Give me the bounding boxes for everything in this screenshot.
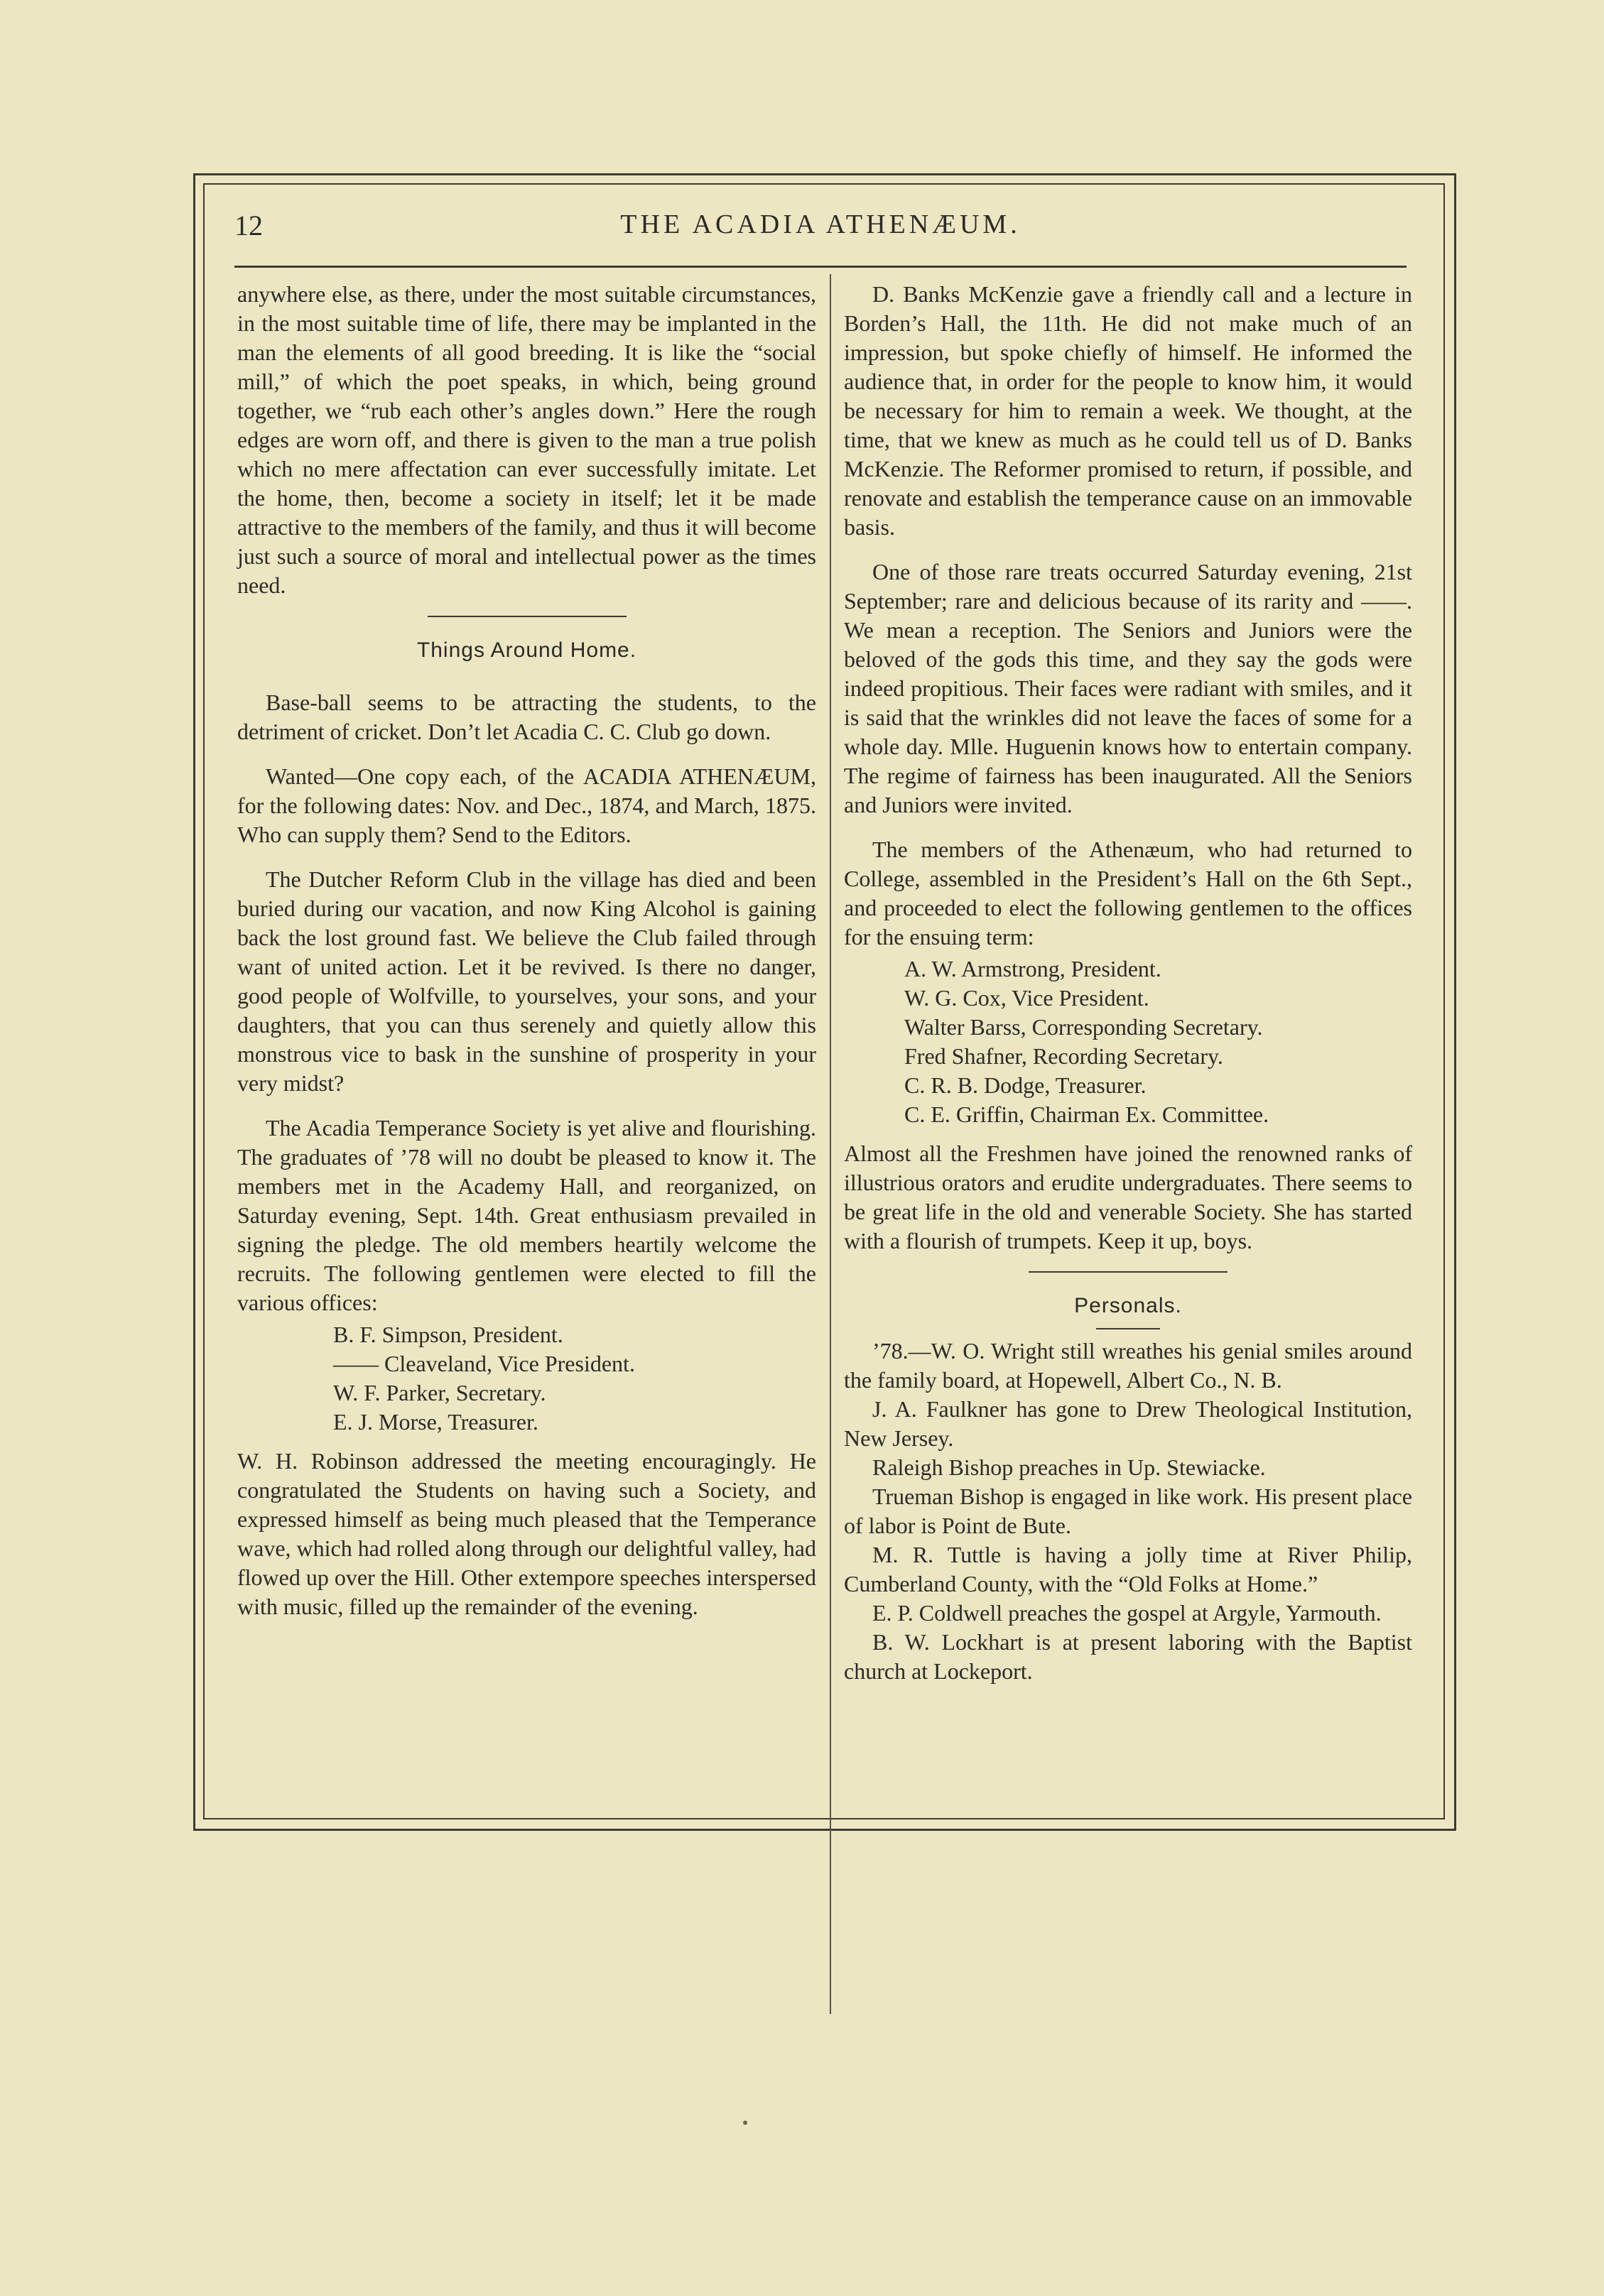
section-rule (428, 616, 627, 617)
officer-entry: E. J. Morse, Treasurer. (333, 1409, 538, 1435)
personal-entry: Trueman Bishop is engaged in like work. His present place of labor is Point de Bute. (844, 1484, 1412, 1538)
personal-entry: B. W. Lockhart is at present laboring with the Baptist church at Lockeport. (844, 1629, 1412, 1684)
paragraph-temperance-society: The Acadia Temperance Society is yet alive and flourishing. The graduates of ’78 will no doubt be pleased to know it. The members met in the Academy Hall, and reorganized, on Saturday evening, Sept. 14th. Great enthusiasm prevailed in signing the pledge. The old members heartily welcome the recruits. The following gentlemen were elected to fill the various offices: (237, 1115, 816, 1315)
officer-entry: W. F. Parker, Secretary. (333, 1380, 546, 1405)
header-rule (234, 266, 1407, 268)
temperance-officers-list (237, 1320, 816, 1437)
section-rule (1029, 1271, 1228, 1273)
paragraph-baseball: Base-ball seems to be attracting the students, to the detriment of cricket. Don’t let Acadia C. C. Club go down. (237, 690, 816, 744)
section-heading-personals: Personals. (1074, 1294, 1182, 1317)
paragraph-wanted: Wanted—One copy each, of the ACADIA ATHENÆUM, for the following dates: Nov. and Dec., 1874, and March, 1875. Who can supply them? Send to the Editors. (237, 763, 816, 847)
page-number: 12 (234, 210, 263, 241)
paragraph-dutcher-club: The Dutcher Reform Club in the village has died and been buried during our vacation, and now King Alcohol is gaining back the lost ground fast. We believe the Club failed through want of united action. Let it be revived. Is there no danger, good people of Wolfville, to yourselves, your sons, and your daughters, that you can thus serenely and quietly allow this monstrous vice to bask in the sunshine of prosperity in your very midst? (237, 866, 816, 1096)
officer-entry: —— Cleaveland, Vice President. (333, 1351, 635, 1376)
page-header (234, 209, 1407, 251)
right-column (844, 280, 1412, 1686)
officer-entry: B. F. Simpson, President. (333, 1322, 563, 1347)
officer-entry: C. E. Griffin, Chairman Ex. Committee. (904, 1101, 1269, 1127)
officer-entry: Walter Barss, Corresponding Secretary. (904, 1014, 1263, 1040)
paragraph-reception: One of those rare treats occurred Saturday evening, 21st September; rare and delicious because of its rarity and ——. We mean a reception. The Seniors and Juniors were the beloved of the gods this time, and they say the gods were indeed propitious. Their faces were radiant with smiles, and it is said that the wrinkles did not leave the faces of some for a whole day. Mlle. Huguenin knows how to entertain company. The regime of fairness has been inaugurated. All the Seniors and Juniors were invited. (844, 559, 1412, 817)
personal-entry: ’78.—W. O. Wright still wreathes his genial smiles around the family board, at Hopewell, Albert Co., N. B. (844, 1338, 1412, 1393)
paragraph-mckenzie: D. Banks McKenzie gave a friendly call and a lecture in Borden’s Hall, the 11th. He did not make much of an impression, but spoke chiefly of himself. He informed the audience that, in order for the people to know him, it would be necessary for him to remain a week. We thought, at the time, that we knew as much as he could tell us of D. Banks McKenzie. The Reformer promised to return, if possible, and renovate and establish the temperance cause on an immovable basis. (844, 281, 1412, 540)
personal-entry: M. R. Tuttle is having a jolly time at River Philip, Cumberland County, with the “Old Folks at Home.” (844, 1542, 1412, 1596)
left-column (237, 280, 816, 1637)
officer-entry: Fred Shafner, Recording Secretary. (904, 1043, 1223, 1069)
athenaeum-officers-list (844, 954, 1412, 1129)
column-divider (830, 274, 831, 2014)
officer-entry: W. G. Cox, Vice President. (904, 985, 1149, 1011)
officer-entry: C. R. B. Dodge, Treasurer. (904, 1072, 1147, 1098)
page-speck (743, 2121, 747, 2125)
paragraph-freshmen: Almost all the Freshmen have joined the renowned ranks of illustrious orators and erudite undergraduates. There seems to be great life in the old and venerable Society. She has started with a flourish of trumpets. Keep it up, boys. (844, 1141, 1412, 1253)
paragraph-robinson: W. H. Robinson addressed the meeting encouragingly. He congratulated the Students on having such a Society, and expressed himself as being much pleased that the Temperance wave, which had rolled along through our delightful valley, had flowed up over the Hill. Other extempore speeches interspersed with music, filled up the remainder of the evening. (237, 1448, 816, 1619)
article-continuation: anywhere else, as there, under the most suitable circumstances, in the most suitable time of life, there may be implanted in the man the elements of all good breeding. It is like the “social mill,” of which the poet speaks, in which, being ground together, we “rub each other’s angles down.” Here the rough edges are worn off, and there is given to the man a true polish which no mere affectation can ever successfully imitate. Let the home, then, become a society in itself; let it be made attractive to the members of the family, and thus it will become just such a source of moral and intellectual power as the times need. (237, 281, 816, 598)
section-rule-small (1096, 1328, 1160, 1329)
officer-entry: A. W. Armstrong, President. (904, 956, 1161, 981)
personal-entry: Raleigh Bishop preaches in Up. Stewiacke. (872, 1454, 1266, 1480)
paragraph-athenaeum-election: The members of the Athenæum, who had returned to College, assembled in the President’s Hall on the 6th Sept., and proceeded to elect the following gentlemen to the offices for the ensuing term: (844, 837, 1412, 950)
section-heading-things-around-home: Things Around Home. (416, 638, 637, 662)
journal-title: THE ACADIA ATHENÆUM. (620, 210, 1021, 239)
personal-entry: J. A. Faulkner has gone to Drew Theological Institution, New Jersey. (844, 1396, 1412, 1451)
personal-entry: E. P. Coldwell preaches the gospel at Argyle, Yarmouth. (872, 1600, 1382, 1626)
